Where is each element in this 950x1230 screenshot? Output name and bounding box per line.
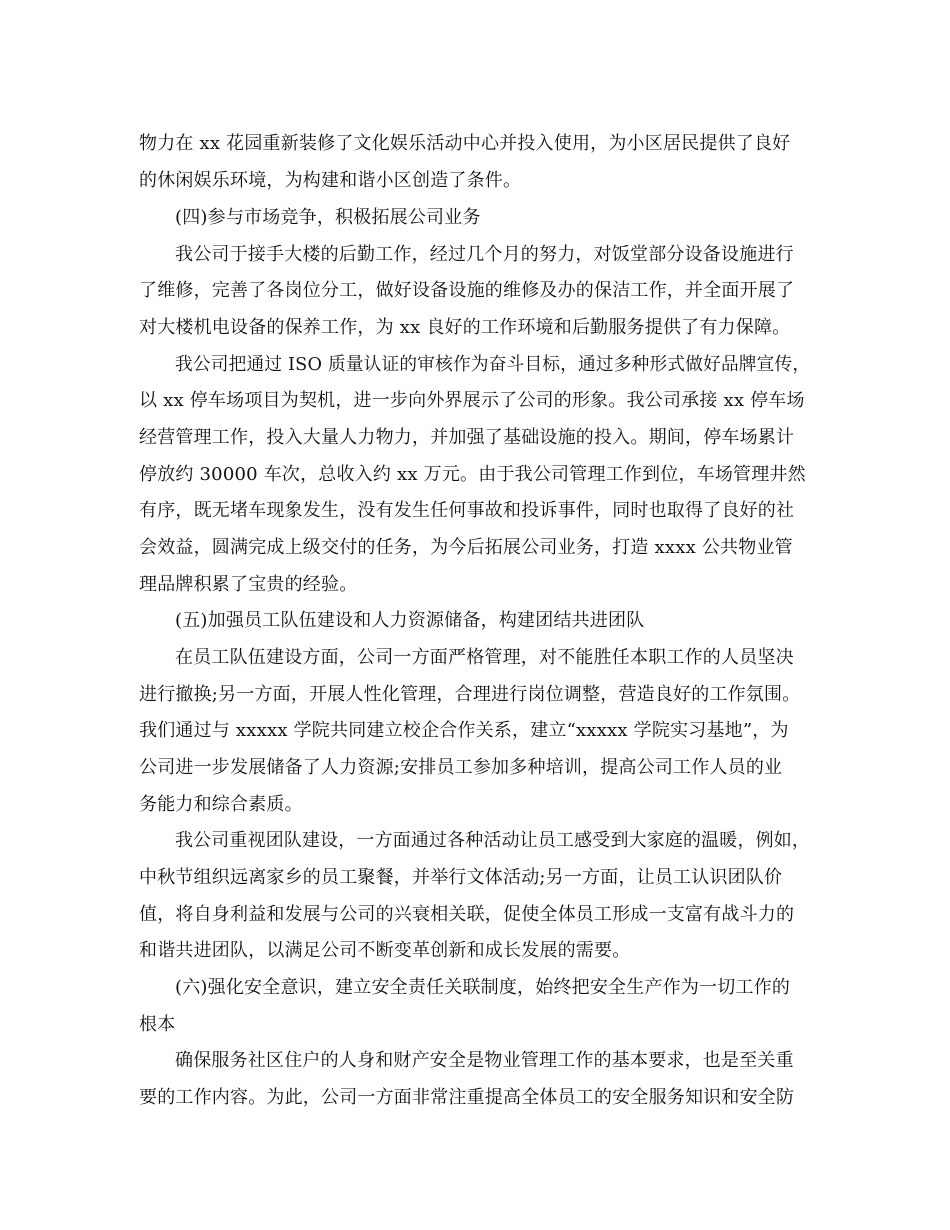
text-line: 值，将自身利益和发展与公司的兴衰相关联，促使全体员工形成一支富有战斗力的 bbox=[139, 904, 795, 925]
text-line: 和谐共进团队，以满足公司不断变革创新和成长发展的需要。 bbox=[139, 940, 631, 961]
text-line: 中秋节组织远离家乡的员工聚餐，并举行文体活动;另一方面，让员工认识团队价 bbox=[139, 867, 783, 888]
text-line: 确保服务社区住户的人身和财产安全是物业管理工作的基本要求，也是至关重 bbox=[175, 1050, 794, 1071]
text-line: 我们通过与 xxxxx 学院共同建立校企合作关系，建立“xxxxx 学院实习基地”，为 bbox=[139, 720, 789, 741]
text-line: 进行撤换;另一方面，开展人性化管理，合理进行岗位调整，营造良好的工作氛围。 bbox=[139, 684, 801, 705]
section-heading: (四)参与市场竞争，积极拓展公司业务 bbox=[175, 207, 481, 228]
text-line: 以 xx 停车场项目为契机，进一步向外界展示了公司的形象。我公司承接 xx 停车场 bbox=[139, 390, 805, 411]
section-heading: (六)强化安全意识，建立安全责任关联制度，始终把安全生产作为一切工作的 bbox=[175, 977, 791, 998]
text-line: 对大楼机电设备的保养工作，为 xx 良好的工作环境和后勤服务提供了有力保障。 bbox=[139, 317, 791, 338]
text-line: 物力在 xx 花园重新装修了文化娱乐活动中心并投入使用，为小区居民提供了良好 bbox=[139, 133, 791, 154]
text-line: 有序，既无堵车现象发生，没有发生任何事故和投诉事件，同时也取得了良好的社 bbox=[139, 500, 795, 521]
text-line: 了维修，完善了各岗位分工，做好设备设施的维修及办的保洁工作，并全面开展了 bbox=[139, 280, 795, 301]
text-line: 要的工作内容。为此，公司一方面非常注重提高全体员工的安全服务知识和安全防 bbox=[139, 1087, 795, 1108]
text-line: 停放约 30000 车次，总收入约 xx 万元。由于我公司管理工作到位，车场管理井然 bbox=[139, 464, 806, 485]
text-line: 我公司重视团队建设，一方面通过各种活动让员工感受到大家庭的温暖，例如， bbox=[175, 830, 811, 851]
text-line: 的休闲娱乐环境，为构建和谐小区创造了条件。 bbox=[139, 170, 522, 191]
text-line: 务能力和综合素质。 bbox=[139, 794, 303, 815]
section-heading-continuation: 根本 bbox=[139, 1014, 176, 1035]
text-line: 会效益，圆满完成上级交付的任务，为今后拓展公司业务，打造 xxxx 公共物业管 bbox=[139, 537, 793, 558]
section-heading: (五)加强员工队伍建设和人力资源储备，构建团结共进团队 bbox=[175, 610, 645, 631]
text-line: 在员工队伍建设方面，公司一方面严格管理，对不能胜任本职工作的人员坚决 bbox=[175, 647, 794, 668]
text-line: 公司进一步发展储备了人力资源;安排员工参加多种培训，提高公司工作人员的业 bbox=[139, 757, 783, 778]
text-line: 理品牌积累了宝贵的经验。 bbox=[139, 574, 358, 595]
text-line: 我公司于接手大楼的后勤工作，经过几个月的努力，对饭堂部分设备设施进行 bbox=[175, 244, 794, 265]
text-line: 经营管理工作，投入大量人力物力，并加强了基础设施的投入。期间，停车场累计 bbox=[139, 427, 795, 448]
text-line: 我公司把通过 ISO 质量认证的审核作为奋斗目标，通过多种形式做好品牌宣传， bbox=[175, 354, 811, 375]
